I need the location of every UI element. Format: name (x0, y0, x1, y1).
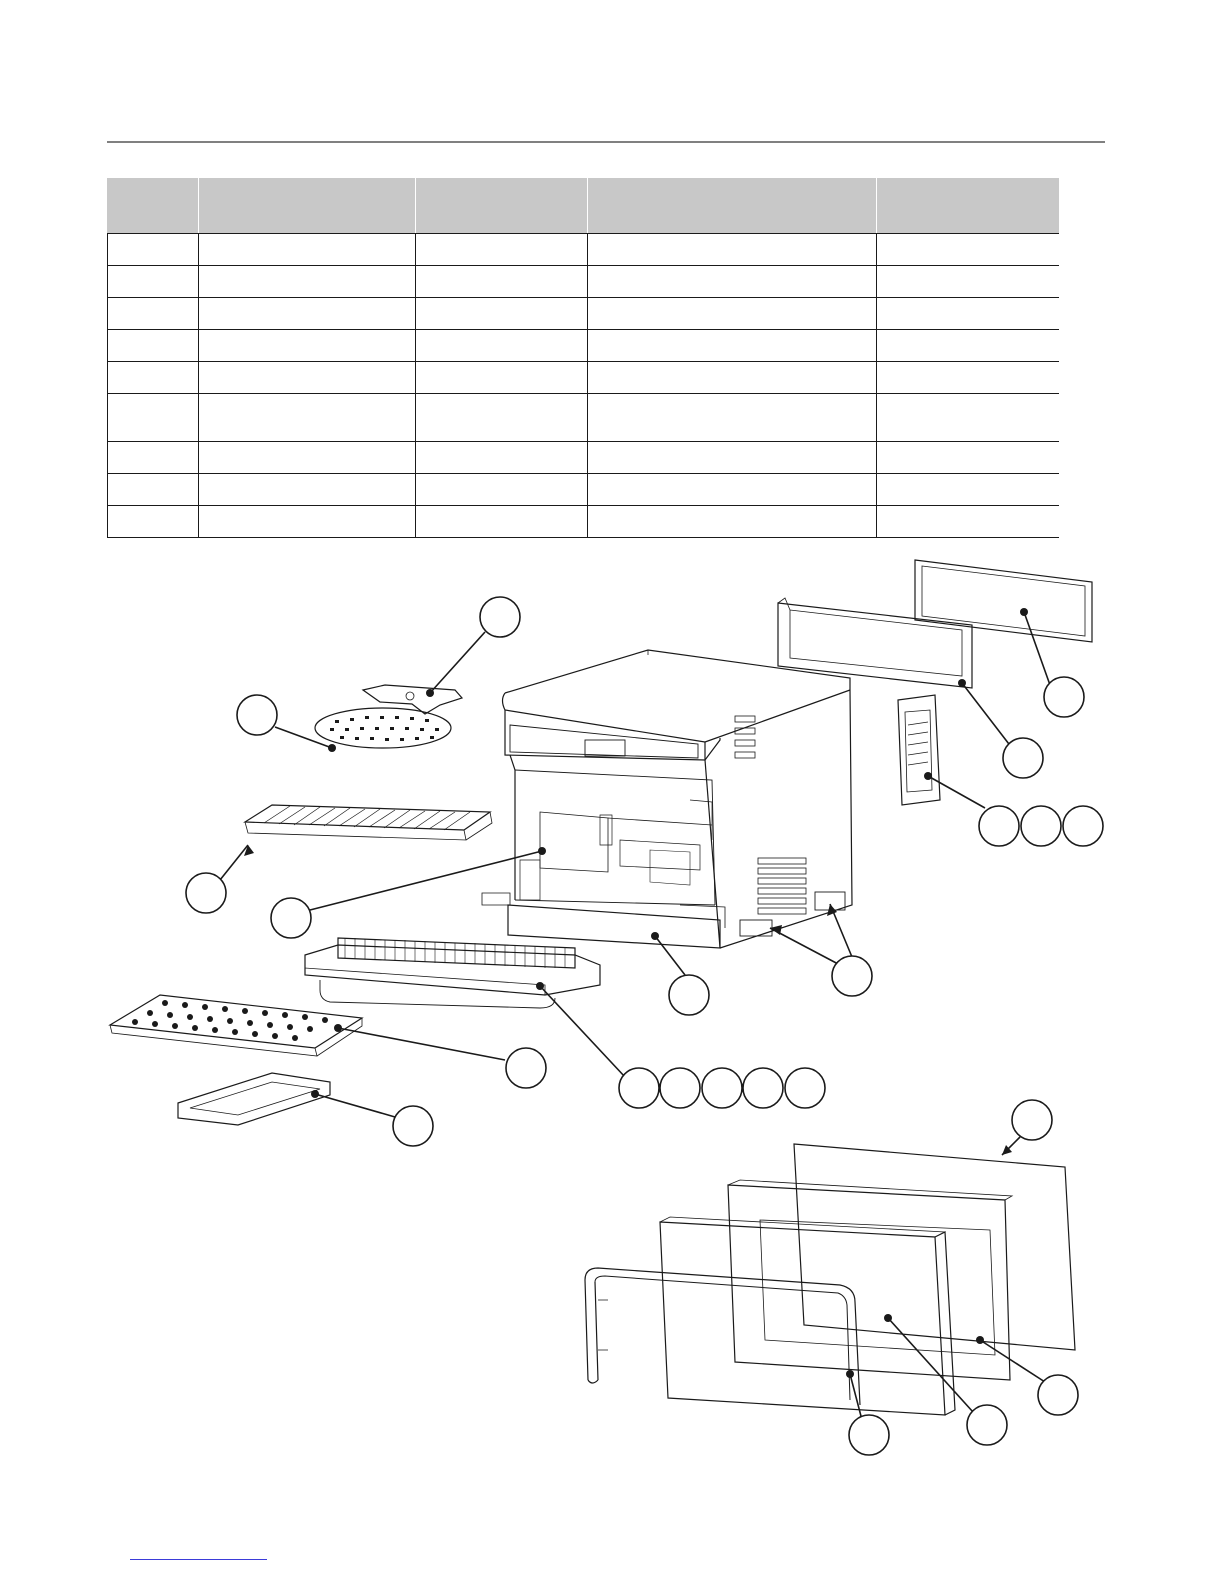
callout-circle (660, 1068, 700, 1108)
callout-circle (1012, 1100, 1052, 1140)
callout-circle (1021, 806, 1061, 846)
callout-circle (785, 1068, 825, 1108)
callout-circle (186, 873, 226, 913)
side-fan-module (898, 695, 940, 805)
callout-circle (1044, 677, 1084, 717)
callout-circles (186, 597, 1103, 1455)
door-handle (585, 1268, 860, 1405)
callout-circle (1063, 806, 1103, 846)
callout-circle (619, 1068, 659, 1108)
door-glass (794, 1144, 1075, 1350)
footer-link-underline[interactable] (130, 1559, 267, 1560)
callout-circle (1038, 1375, 1078, 1415)
callout-circle (393, 1106, 433, 1146)
callout-circle (237, 695, 277, 735)
oven-body (482, 650, 852, 948)
callout-circle (832, 956, 872, 996)
callout-circle (1003, 738, 1043, 778)
callout-circle (480, 597, 520, 637)
callout-tips (244, 608, 1028, 1378)
perforated-flat-tray (110, 995, 362, 1056)
air-filter-panel (915, 560, 1092, 642)
callout-circle (506, 1048, 546, 1088)
drip-tray (178, 1073, 330, 1125)
door-outer-panel (660, 1217, 955, 1415)
callout-circle (967, 1405, 1007, 1445)
callout-circle (271, 898, 311, 938)
callout-circle (849, 1415, 889, 1455)
callout-circle (702, 1068, 742, 1108)
callout-circle (669, 975, 709, 1015)
filter-frame (778, 598, 972, 688)
wire-rack (245, 805, 492, 840)
callout-circle (979, 806, 1019, 846)
perforated-round-tray (315, 708, 451, 748)
callout-circle (743, 1068, 783, 1108)
heater-assembly (305, 938, 600, 1008)
